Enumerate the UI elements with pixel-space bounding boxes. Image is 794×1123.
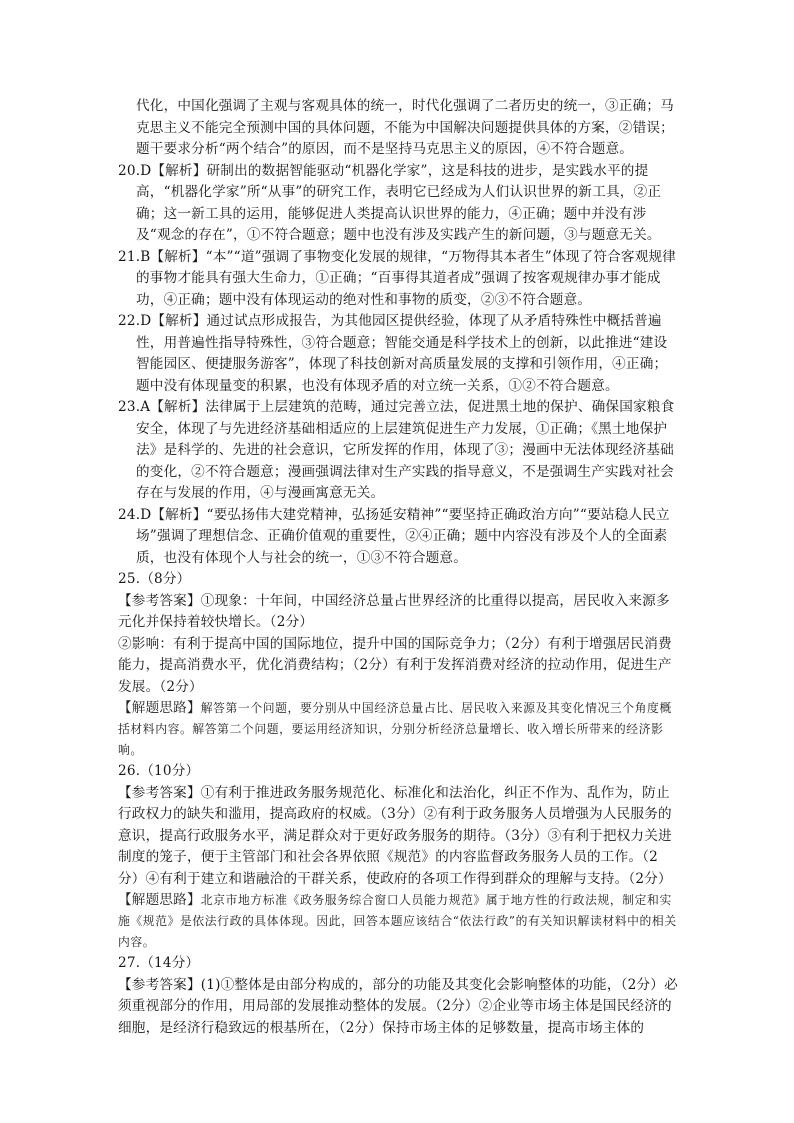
answer-paragraph [118,783,678,891]
answer-paragraph [118,975,678,1040]
paragraph-text: 20.D【解析】研制出的数据智能驱动“机器化学家”，这是科技的进步，是实践水平的提高，“机器化学家”所“从事”的研究工作，表明它已经成为人们认识世界的新工具，②正确；这一新工具的运用，能够促进人类提高认识世界的能力，④正确；题中并没有涉及“观念的存在”，①不符合题意；题中也没有涉及实践产生的新问题，③与题意无关。 [118,162,662,243]
continued-paragraph [118,96,678,161]
numbered-answer-item [118,247,678,312]
paragraph-text: 23.A【解析】法律属于上层建筑的范畴，通过完善立法，促进黑土地的保护、确保国家粮食安全，体现了与先进经济基础相适应的上层建筑促进生产力发展，①正确；《黑土地保护法》是科学的、先进的社会意识，它所发挥的作用，体现了③；漫画中无法体现经济基础的变化，②不符合题意；漫画强调法律对生产实践的指导意义，不是强调生产实践对社会存在与发展的作用，④与漫画寓意无关。 [118,399,675,501]
answer-analysis-document [118,96,678,1039]
numbered-answer-item [118,311,678,397]
paragraph-text: 代化，中国化强调了主观与客观具体的统一，时代化强调了二者历史的统一，③正确；马克思主义不能完全预测中国的具体问题，不能为中国解决问题提供具体的方案，②错误；题干要求分析“两个结合”的原因，而不是坚持马克思主义的原因，④不符合题意。 [136,98,674,157]
paragraph-text: 【参考答案】(1)①整体是由部分构成的，部分的功能及其变化会影响整体的功能，（2分）必须重视部分的作用，用局部的发展推动整体的发展。（2分）②企业等市场主体是国民经济的细胞，是经济行稳致远的根基所在，（2分）保持市场主体的足够数量，提高市场主体的 [118,976,678,1036]
paragraph-text: 27.（14分） [118,955,200,971]
answer-paragraph [118,591,678,634]
answer-paragraph [118,634,678,699]
paragraph-text: 21.B【解析】“本”“道”强调了事物变化发展的规律，“万物得其本者生”体现了符合客观规律的事物才能具有强大生命力，①正确；“百事得其道者成”强调了按客观规律办事才能成功，④正确；题中没有体现运动的绝对性和事物的质变，②③不符合题意。 [118,248,677,308]
answer-paragraph [118,761,678,783]
solution-approach-heading: 【解题思路】 [118,700,201,716]
paragraph-text: 北京市地方标准《政务服务综合窗口人员能力规范》属于地方性的行政法规，制定和实施《规范》是依法行政的具体体现。因此，回答本题应该结合“依法行政”的有关知识解读材料中的相关内容。 [118,893,677,949]
numbered-answer-item [118,505,678,570]
numbered-answer-item [118,161,678,247]
answer-paragraph [118,953,678,975]
paragraph-text: 解答第一个问题，要分别从中国经济总量占比、居民收入来源及其变化情况三个角度概括材料内容。解答第二个问题，要运用经济知识，分别分析经济总量增长、收入增长所带来的经济影响。 [118,701,672,757]
paragraph-text: 【参考答案】①有利于推进政务服务规范化、标准化和法治化，纠正不作为、乱作为，防止行政权力的缺失和滥用，提高政府的权威。（3分）②有利于政务服务人员增强为人民服务的意识，提高行政服务水平，满足群众对于更好政务服务的期待。（3分）③有利于把权力关进制度的笼子，便于主管部门和社会各界依照《规范》的内容监督政务服务人员的工作。（2分）④有利于建立和谐融洽的干群关系，使政府的各项工作得到群众的理解与支持。（2分） [118,784,672,887]
paragraph-text: 22.D【解析】通过试点形成报告，为其他园区提供经验，体现了从矛盾特殊性中概括普遍性，用普遍性指导特殊性，③符合题意；智能交通是科学技术上的创新，以此推进“建设智能园区、便捷服务游客”，体现了科技创新对高质量发展的支撑和引领作用，④正确；题中没有体现量变的积累，也没有体现矛盾的对立统一关系，①②不符合题意。 [118,313,668,394]
paragraph-text: 24.D【解析】“要弘扬伟大建党精神，弘扬延安精神”“要坚持正确政治方向”“要站稳人民立场”强调了理想信念、正确价值观的重要性，②④正确；题中内容没有涉及个人的全面素质，也没有体现个人与社会的统一，①③不符合题意。 [118,506,670,566]
solution-approach-paragraph [118,890,678,953]
paragraph-text: 【参考答案】①现象：十年间，中国经济总量占世界经济的比重得以提高，居民收入来源多元化并保持着较快增长。（2分） [118,592,670,630]
paragraph-text: 25.（8分） [118,571,191,587]
paragraph-text: 26.（10分） [118,763,200,779]
solution-approach-heading: 【解题思路】 [118,892,201,908]
paragraph-text: ②影响：有利于提高中国的国际地位，提升中国的国际竞争力；（2分）有利于增强居民消费能力，提高消费水平，优化消费结构；（2分）有利于发挥消费对经济的拉动作用，促进生产发展。（2分） [118,635,672,695]
answer-paragraph [118,569,678,591]
solution-approach-paragraph [118,698,678,761]
numbered-answer-item [118,397,678,505]
